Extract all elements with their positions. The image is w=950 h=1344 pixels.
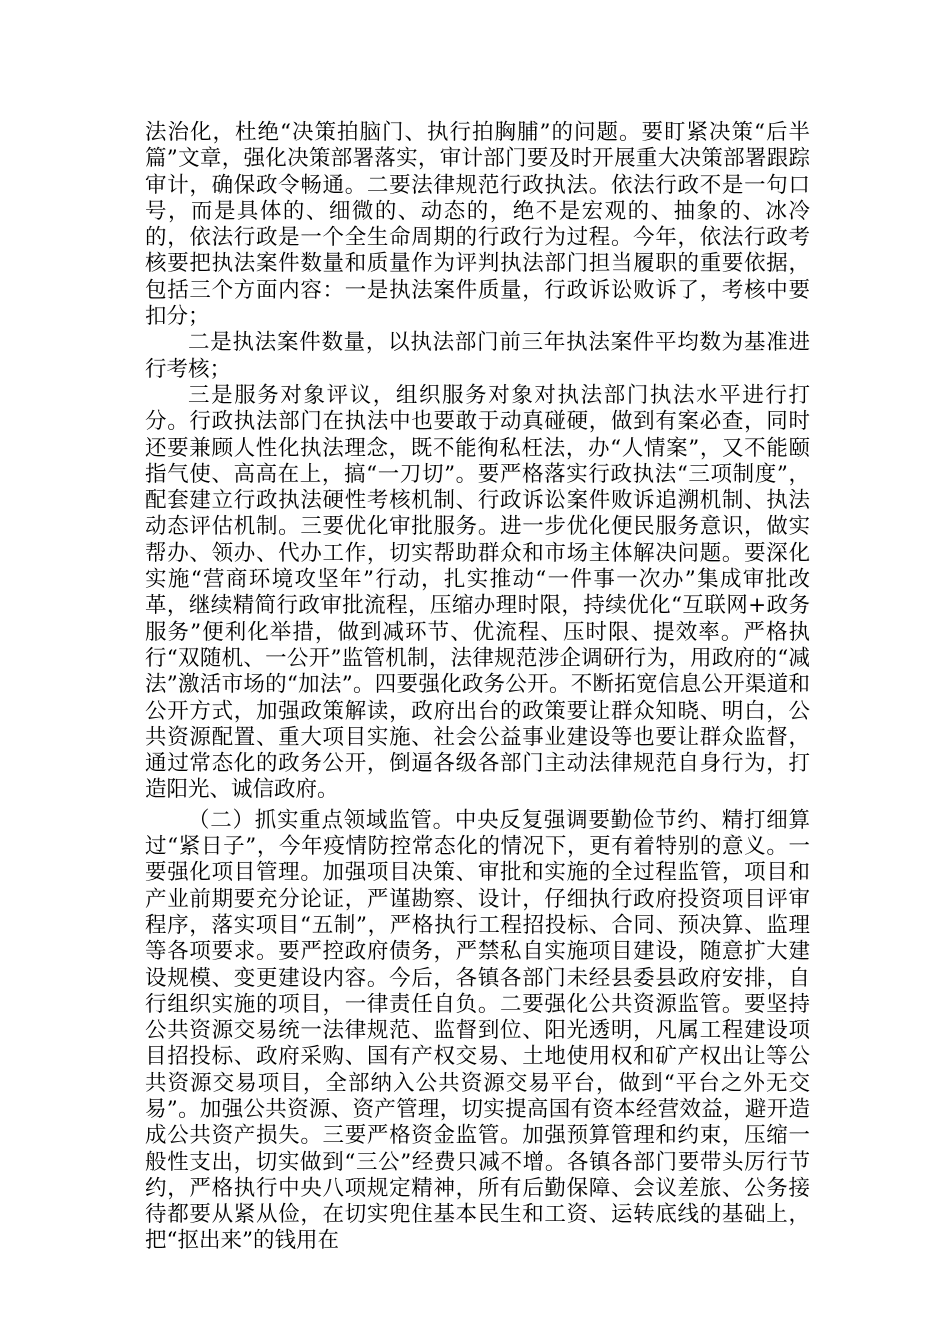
- paragraph-2: 二是执法案件数量，以执法部门前三年执法案件平均数为基准进行考核；: [145, 330, 810, 382]
- paragraph-4: （二）抓实重点领域监管。中央反复强调要勤俭节约、精打细算过“紧日子”，今年疫情防控常态化的情况下，更有着特别的意义。一要强化项目管理。加强项目决策、审批和实施的全过程监管，项目和产业前期要充分论证，严谨勘察、设计，仔细执行政府投资项目评审程序，落实项目“五制”，严格执行工程招投标、合同、预决算、监理等各项要求。要严控政府债务，严禁私自实施项目建设，随意扩大建设规模、变更建设内容。今后，各镇各部门未经县委县政府安排，自行组织实施的项目，一律责任自负。二要强化公共资源监管。要坚持公共资源交易统一法律规范、监督到位、阳光透明，凡属工程建设项目招投标、政府采购、国有产权交易、土地使用权和矿产权出让等公共资源交易项目，全部纳入公共资源交易平台，做到“平台之外无交易”。加强公共资源、资产管理，切实提高国有资本经营效益，避开造成公共资产损失。三要严格资金监管。加强预算管理和约束，压缩一般性支出，切实做到“三公”经费只减不增。各镇各部门要带头厉行节约，严格执行中央八项规定精神，所有后勤保障、会议差旅、公务接待都要从紧从俭，在切实兜住基本民生和工资、运转底线的基础上，把“抠出来”的钱用在: [145, 807, 810, 1254]
- document-body: [145, 120, 810, 1255]
- paragraph-3: 三是服务对象评议，组织服务对象对执法部门执法水平进行打分。行政执法部门在执法中也要敢于动真碰硬，做到有案必查，同时还要兼顾人性化执法理念，既不能徇私枉法，办“人情案”，又不能颐指气使、高高在上，搞“一刀切”。要严格落实行政执法“三项制度”，配套建立行政执法硬性考核机制、行政诉讼案件败诉追溯机制、执法动态评估机制。三要优化审批服务。进一步优化便民服务意识，做实帮办、领办、代办工作，切实帮助群众和市场主体解决问题。要深化实施“营商环境攻坚年”行动，扎实推动“一件事一次办”集成审批改革，继续精简行政审批流程，压缩办理时限，持续优化“互联网+政务服务”便利化举措，做到减环节、优流程、压时限、提效率。严格执行“双随机、一公开”监管机制，法律规范涉企调研行为，用政府的“减法”激活市场的“加法”。四要强化政务公开。不断拓宽信息公开渠道和公开方式，加强政策解读，政府出台的政策要让群众知晓、明白，公共资源配置、重大项目实施、社会公益事业建设等也要让群众监督，通过常态化的政务公开，倒逼各级各部门主动法律规范自身行为，打造阳光、诚信政府。: [145, 382, 810, 803]
- paragraph-1: 法治化，杜绝“决策拍脑门、执行拍胸脯”的问题。要盯紧决策“后半篇”文章，强化决策部署落实，审计部门要及时开展重大决策部署跟踪审计，确保政令畅通。二要法律规范行政执法。依法行政不是一句口号，而是具体的、细微的、动态的，绝不是宏观的、抽象的、冰冷的，依法行政是一个全生命周期的行政行为过程。今年，依法行政考核要把执法案件数量和质量作为评判执法部门担当履职的重要依据，包括三个方面内容：一是执法案件质量，行政诉讼败诉了，考核中要扣分；: [145, 120, 810, 330]
